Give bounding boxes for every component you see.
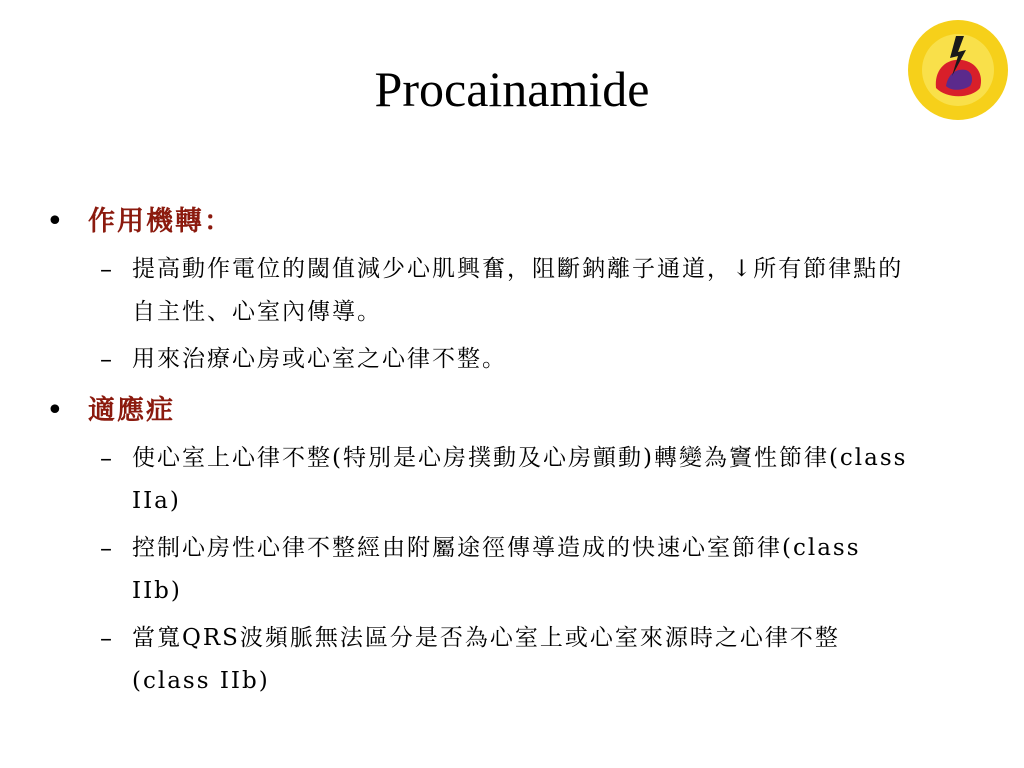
list-item-text: 提高動作電位的閾值減少心肌興奮，阻斷鈉離子通道，↓所有節律點的自主性、心室內傳導。 (132, 256, 904, 325)
section-heading: 適應症 (88, 395, 175, 426)
list-item (100, 248, 958, 334)
mechanism-section (46, 196, 958, 381)
list-item-text: 用來治療心房或心室之心律不整。 (132, 346, 507, 372)
dash-icon: – (100, 444, 112, 472)
bullet-icon: • (46, 204, 64, 239)
slide-title: Procainamide (374, 61, 650, 117)
slide-body (46, 196, 958, 707)
list-item (100, 338, 958, 381)
list-item (100, 527, 958, 613)
dash-icon: – (100, 345, 112, 373)
dash-icon: – (100, 255, 112, 283)
list-item (100, 437, 958, 523)
list-item-text: 使心室上心律不整(特別是心房撲動及心房顫動)轉變為竇性節律(class IIa) (132, 445, 908, 514)
list-item (100, 617, 958, 703)
dash-icon: – (100, 534, 112, 562)
dash-icon: – (100, 624, 112, 652)
bullet-icon: • (46, 393, 64, 428)
bullet-heading (46, 385, 958, 437)
section-heading: 作用機轉： (88, 206, 233, 237)
bullet-heading (46, 196, 958, 248)
indications-section (46, 385, 958, 703)
list-item-text: 控制心房性心律不整經由附屬途徑傳導造成的快速心室節律(class IIb) (132, 535, 861, 604)
list-item-text: 當寬QRS波頻脈無法區分是否為心室上或心室來源時之心律不整(class IIb) (132, 625, 840, 694)
alliance-seal-icon (906, 18, 1010, 122)
